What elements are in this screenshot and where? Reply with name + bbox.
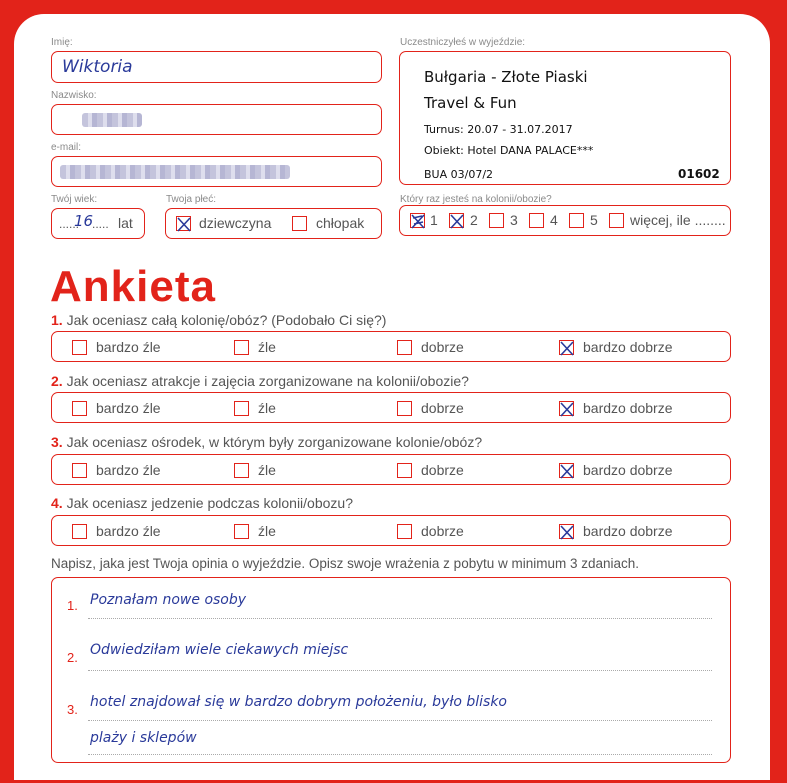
q1-option-2-label: źle — [258, 339, 276, 355]
trip-turnus: Turnus: 20.07 - 31.07.2017 — [424, 123, 573, 136]
trip-info-box — [399, 51, 731, 185]
question-2 — [51, 373, 469, 389]
question-3-number: 3. — [51, 434, 63, 450]
question-1-text: Jak oceniasz całą kolonię/obóz? (Podobało Ci się?) — [66, 312, 387, 328]
q4-option-2-label: źle — [258, 523, 276, 539]
checked-mark-icon — [449, 212, 465, 230]
q2-option-1-checkbox[interactable] — [72, 401, 87, 416]
q1-option-4-label: bardzo dobrze — [583, 339, 673, 355]
q2-option-4-label: bardzo dobrze — [583, 400, 673, 416]
gender-label: Twoja płeć: — [166, 194, 217, 205]
trip-number: 01602 — [678, 167, 720, 181]
surname-label: Nazwisko: — [51, 90, 97, 101]
trip-destination: Bułgaria - Złote Piaski — [424, 68, 588, 86]
question-3 — [51, 434, 482, 450]
age-dots-right: ..... — [92, 217, 109, 231]
checked-mark-icon — [559, 339, 575, 357]
times-5-label: 5 — [590, 212, 598, 228]
opinion-line-4-rule — [88, 754, 712, 755]
q4-option-4-label: bardzo dobrze — [583, 523, 673, 539]
age-field[interactable] — [51, 208, 145, 239]
times-5-checkbox[interactable] — [569, 213, 584, 228]
question-2-text: Jak oceniasz atrakcje i zajęcia zorganizowane na kolonii/obozie? — [66, 373, 469, 389]
times-2-checkbox[interactable] — [449, 213, 464, 228]
question-4-options — [51, 515, 731, 546]
q3-option-4-checkbox[interactable] — [559, 463, 574, 478]
q2-option-2-label: źle — [258, 400, 276, 416]
checked-mark-icon — [559, 400, 575, 418]
q4-option-1-label: bardzo źle — [96, 523, 161, 539]
q2-option-1-label: bardzo źle — [96, 400, 161, 416]
question-4-text: Jak oceniasz jedzenie podczas kolonii/obozu? — [66, 495, 353, 511]
q1-option-1-label: bardzo źle — [96, 339, 161, 355]
age-label: Twój wiek: — [51, 194, 98, 205]
times-field — [399, 205, 731, 236]
gender-male-checkbox[interactable] — [292, 216, 307, 231]
age-dots-left: ...... — [59, 217, 80, 231]
opinion-line-3-number: 3. — [67, 702, 78, 717]
q4-option-1-checkbox[interactable] — [72, 524, 87, 539]
age-value: 16 — [74, 212, 94, 230]
question-3-text: Jak oceniasz ośrodek, w którym były zorganizowane kolonie/obóz? — [66, 434, 483, 450]
q4-option-3-label: dobrze — [421, 523, 464, 539]
opinion-line-1-number: 1. — [67, 598, 78, 613]
times-3-label: 3 — [510, 212, 518, 228]
email-field[interactable] — [51, 156, 382, 187]
times-1-checkbox[interactable] — [410, 213, 425, 228]
opinion-line-1-text: Poznałam nowe osoby — [90, 592, 247, 608]
q3-option-3-checkbox[interactable] — [397, 463, 412, 478]
q1-option-2-checkbox[interactable] — [234, 340, 249, 355]
q4-option-2-checkbox[interactable] — [234, 524, 249, 539]
trip-code: BUA 03/07/2 — [424, 168, 494, 181]
opinion-line-2-text: Odwiedziłam wiele ciekawych miejsc — [90, 642, 349, 658]
name-field[interactable] — [51, 51, 382, 83]
trip-object: Obiekt: Hotel DANA PALACE*** — [424, 144, 594, 157]
opinion-field[interactable] — [51, 577, 731, 763]
q3-option-4-label: bardzo dobrze — [583, 462, 673, 478]
times-2-label: 2 — [470, 212, 478, 228]
question-1-options — [51, 331, 731, 362]
survey-sheet — [14, 14, 770, 780]
q2-option-4-checkbox[interactable] — [559, 401, 574, 416]
q4-option-3-checkbox[interactable] — [397, 524, 412, 539]
redacted-surname — [82, 113, 142, 127]
gender-female-checkbox[interactable] — [176, 216, 191, 231]
times-label: Który raz jesteś na kolonii/obozie? — [400, 194, 552, 205]
q2-option-2-checkbox[interactable] — [234, 401, 249, 416]
opinion-line-4-text: plaży i sklepów — [90, 730, 197, 746]
times-1-label: 1 — [430, 212, 438, 228]
name-value: Wiktoria — [62, 57, 133, 77]
name-label: Imię: — [51, 37, 73, 48]
trip-label: Uczestniczyłeś w wyjeździe: — [400, 37, 526, 48]
opinion-line-3-text: hotel znajdował się w bardzo dobrym położeniu, było blisko — [90, 694, 507, 710]
opinion-line-2-number: 2. — [67, 650, 78, 665]
q1-option-3-label: dobrze — [421, 339, 464, 355]
checked-mark-icon — [410, 212, 426, 230]
survey-title: Ankieta — [50, 262, 216, 311]
gender-female-label: dziewczyna — [199, 215, 272, 231]
question-2-options — [51, 392, 731, 423]
surname-field[interactable] — [51, 104, 382, 135]
times-3-checkbox[interactable] — [489, 213, 504, 228]
trip-organizer: Travel & Fun — [424, 94, 517, 112]
times-more-label: więcej, ile ........ — [630, 212, 726, 228]
age-unit: lat — [118, 215, 133, 231]
q3-option-1-checkbox[interactable] — [72, 463, 87, 478]
q3-option-2-label: źle — [258, 462, 276, 478]
q2-option-3-checkbox[interactable] — [397, 401, 412, 416]
question-1 — [51, 312, 386, 328]
q2-option-3-label: dobrze — [421, 400, 464, 416]
opinion-line-1-rule — [88, 618, 712, 619]
question-2-number: 2. — [51, 373, 63, 389]
opinion-line-3-rule — [88, 720, 712, 721]
question-3-options — [51, 454, 731, 485]
q1-option-3-checkbox[interactable] — [397, 340, 412, 355]
times-more-checkbox[interactable] — [609, 213, 624, 228]
q3-option-3-label: dobrze — [421, 462, 464, 478]
checked-mark-icon — [176, 215, 192, 233]
q1-option-1-checkbox[interactable] — [72, 340, 87, 355]
times-4-checkbox[interactable] — [529, 213, 544, 228]
checked-mark-icon — [559, 523, 575, 541]
gender-field — [165, 208, 382, 239]
email-label: e-mail: — [51, 142, 82, 153]
redacted-email — [60, 165, 290, 179]
q4-option-4-checkbox[interactable] — [559, 524, 574, 539]
question-1-number: 1. — [51, 312, 63, 328]
times-4-label: 4 — [550, 212, 558, 228]
checked-mark-icon — [559, 462, 575, 480]
q3-option-1-label: bardzo źle — [96, 462, 161, 478]
q3-option-2-checkbox[interactable] — [234, 463, 249, 478]
gender-male-label: chłopak — [316, 215, 365, 231]
question-4 — [51, 495, 353, 511]
opinion-prompt: Napisz, jaka jest Twoja opinia o wyjeździe. Opisz swoje wrażenia z pobytu w minimum 3 zdaniach. — [51, 556, 640, 571]
opinion-line-2-rule — [88, 670, 712, 671]
q1-option-4-checkbox[interactable] — [559, 340, 574, 355]
question-4-number: 4. — [51, 495, 63, 511]
